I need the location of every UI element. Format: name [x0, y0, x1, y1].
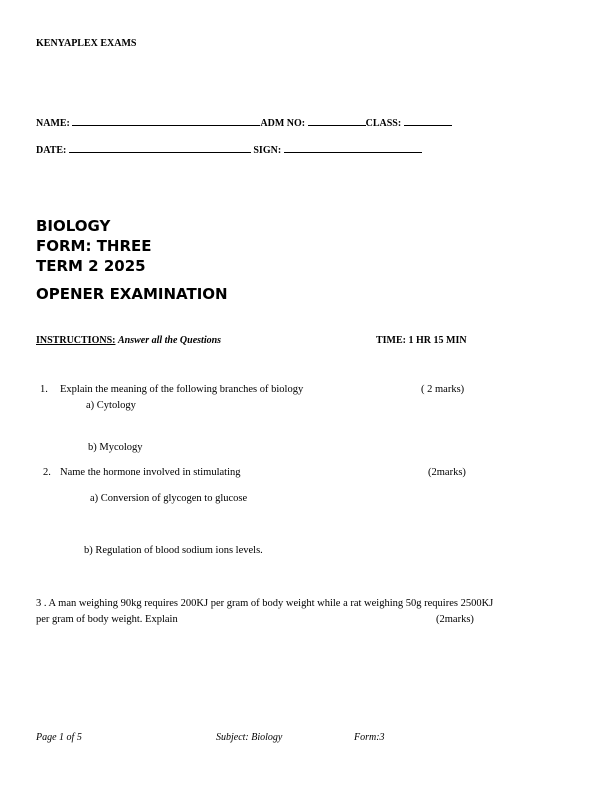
footer-form: Form:3 — [354, 732, 385, 743]
q3-marks: (2marks) — [436, 614, 474, 625]
adm-field[interactable] — [308, 115, 366, 126]
q2-marks: (2marks) — [428, 467, 466, 478]
class-field[interactable] — [404, 115, 452, 126]
footer-page: Page 1 of 5 — [36, 732, 82, 743]
form-title: FORM: THREE — [36, 237, 152, 255]
q2-part-b: b) Regulation of blood sodium ions levels. — [84, 545, 263, 556]
name-row — [36, 115, 452, 129]
q1-number: 1. — [40, 384, 48, 395]
adm-label: ADM NO: — [260, 118, 306, 129]
q1-part-b: b) Mycology — [88, 442, 143, 453]
q3-text-line2: per gram of body weight. Explain — [36, 614, 178, 625]
q1-marks: ( 2 marks) — [421, 384, 465, 395]
date-row — [36, 142, 422, 156]
term-title: TERM 2 2025 — [36, 257, 146, 275]
class-label: CLASS: — [365, 118, 402, 129]
title-block — [36, 216, 152, 276]
name-field[interactable] — [72, 115, 260, 126]
q2-number: 2. — [43, 467, 51, 478]
sign-label: SIGN: — [253, 145, 282, 156]
instructions-label: INSTRUCTIONS: — [36, 335, 116, 346]
q1-part-a: a) Cytology — [86, 400, 136, 411]
subject-title: BIOLOGY — [36, 217, 111, 235]
date-field[interactable] — [69, 142, 251, 153]
q3-text-line1: 3 . A man weighing 90kg requires 200KJ per gram of body weight while a rat weighing 50g requires 2500KJ — [36, 598, 494, 609]
name-label: NAME: — [36, 118, 70, 129]
q2-part-a: a) Conversion of glycogen to glucose — [90, 493, 248, 504]
footer-subject: Subject: Biology — [216, 732, 283, 743]
instructions-text: Answer all the Questions — [117, 335, 222, 346]
exam-title: OPENER EXAMINATION — [36, 285, 228, 303]
school-name: KENYAPLEX EXAMS — [36, 38, 137, 49]
sign-field[interactable] — [284, 142, 422, 153]
q1-text: Explain the meaning of the following branches of biology — [60, 384, 304, 395]
instructions — [36, 335, 221, 346]
date-label: DATE: — [36, 145, 67, 156]
exam-time: TIME: 1 HR 15 MIN — [376, 335, 467, 346]
q2-text: Name the hormone involved in stimulating — [60, 467, 241, 478]
